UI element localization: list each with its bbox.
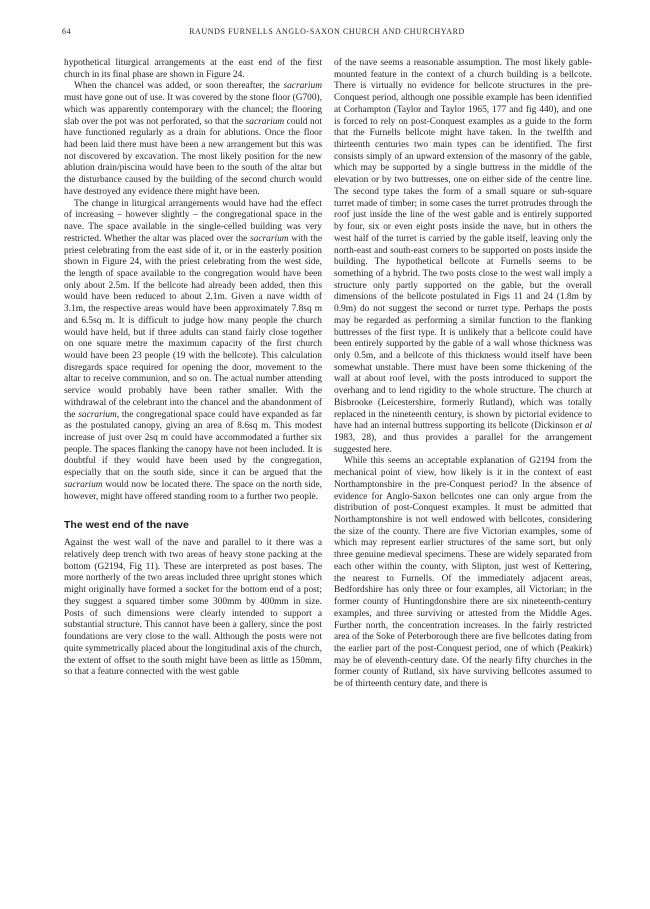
right-column: [334, 58, 592, 691]
page-number: 64: [62, 27, 72, 36]
paragraph: While this seems an acceptable explanation of G2194 from the mechanical point of view, how likely is it in the context of east Northamptonshire in the pre-Conquest period? In the absence of evidence for Anglo-Saxon bellcotes one can only argue from the distribution of post-Conquest examples. It must be admitted that Northamptonshire is not well endowed with bellcotes, considering the size of the county. There are five Victorian examples, some of which may represent earlier structures of the same sort, but only three genuine medieval specimens. These are widely separated from each other within the county, with Slipton, just west of Kettering, the nearest to Furnells. Of the immediately adjacent areas, Bedfordshire has only three or four examples, all Victorian; in the former county of Huntingdonshire there are six nineteenth-century examples, and three surviving or attested from the Middle Ages. Further north, the concentration increases. In the fairly restricted area of the Soke of Peterborough there are five bellcotes dating from the earlier part of the post-Conquest period, one of which (Peakirk) may be of eleventh-century date. Of the nearly fifty churches in the former county of Rutland, six have surviving bellcotes assumed to be of thirteenth century date, and there is: [334, 456, 592, 690]
paragraph: Against the west wall of the nave and parallel to it there was a relatively deep trench with two areas of heavy stone packing at the bottom (G2194, Fig 11). These are interpreted as post bases. The more northerly of the two areas included three upright stones which might originally have formed a socket for the bottom end of a post; they suggest a squared timber some 300mm by 400mm in size. Posts of such dimensions were clearly intended to support a substantial structure. This cannot have been a gallery, since the post foundations are very close to the wall. Although the posts were not quite symmetrically placed about the longitudinal axis of the church, the extent of offset to the south might have been as little as 150mm, so that a feature connected with the west gable: [64, 538, 322, 678]
running-title: RAUNDS FURNELLS ANGLO-SAXON CHURCH AND CHURCHYARD: [189, 27, 465, 36]
paragraph: hypothetical liturgical arrangements at the east end of the first church in its final phase are shown in Figure 24.: [64, 58, 322, 80]
paragraph: The change in liturgical arrangements would have had the effect of increasing – however slightly – the congregational space in the nave. The space available in the single-celled building was very restricted. Whether the altar was placed over the sacrarium with the priest celebrating from the east side of it, or in the easterly position shown in Figure 24, with the priest celebrating from the west side, the length of space available to the congregation would have been only about 2.5m. If the bellcote had already been added, then this would have been reduced to about 2.1m. Given a nave width of 3.1m, the respective areas would have been approximately 7.8sq m and 6.5sq m. It is difficult to judge how many people the church would have held, but if three adults can stand fairly close together on one square metre the maximum capacity of the first church would have been 23 people (19 with the bellcote). This calculation disregards space required for opening the door, movement to the altar to receive communion, and so on. The actual number attending service would probably have been rather smaller. With the withdrawal of the celebrant into the chancel and the abandonment of the sacrarium, the congregational space could have expanded as far as the postulated canopy, giving an area of 8.6sq m. This modest increase of just over 2sq m could have accommodated a further six people. The spaces flanking the canopy have not been included. It is doubtful if they would have been used by the congregation, especially that on the south side, since it can be argued that the sacrarium would now be located there. The space on the north side, however, might have offered standing room to a further two people.: [64, 198, 322, 502]
running-head: [62, 27, 592, 36]
paragraph: of the nave seems a reasonable assumption. The most likely gable-mounted feature in the context of a church building is a bellcote. There is virtually no evidence for bellcote structures in the pre-Conquest period, although one possible example has been identified at Corhampton (Taylor and Taylor 1965, 177 and fig 440), and one is forced to rely on post-Conquest examples as a guide to the form that the Furnells bellcote might have taken. In the twelfth and thirteenth centuries two main types can be identified. The first consists simply of an upward extension of the masonry of the gable, which may be supported by a single buttress in the middle of the elevation or by two buttresses, one on either side of the centre line. The second type takes the form of a small square or sub-square turret made of timber; in some cases the turret protrudes through the roof just inside the line of the west gable and is entirely supported by four, six or even eight posts inside the nave, but in others the west half of the turret is carried by the gable itself, leaving only the north-east and south-east corners to be supported on posts inside the building. The hypothetical bellcote at Furnells seems to be something of a hybrid. The two posts close to the west wall imply a structure only partly supported on the gable, but the overall dimensions of the bellcote postulated in Figs 11 and 24 (1.8m by 0.9m) do not suggest the second or turret type. Perhaps the posts may be regarded as performing a similar function to the flanking buttresses of the first type. It is unlikely that a bellcote could have been entirely supported by the gable of a wall whose thickness was only 0.5m, and a bellcote of this thickness would itself have been somewhat unstable. There must have been some thickening of the wall at about roof level, with the posts introduced to support the overhang and to lend rigidity to the whole structure. The church at Bisbrooke (Leicestershire, formerly Rutland), which was totally replaced in the nineteenth century, is shown by pictorial evidence to have had an internal buttress supporting its bellcote (Dickinson et al 1983, 28), and thus provides a parallel for the arrangement suggested here.: [334, 58, 592, 455]
left-column: [64, 58, 322, 679]
paragraph: When the chancel was added, or soon thereafter, the sacrarium must have gone out of use. It was covered by the stone floor (G700), which was apparently contemporary with the chancel; the flooring slab over the pot was not perforated, so that the sacrarium could not have functioned regularly as a drain for ablutions. Once the floor had been laid there must have been a new arrangement but this was not discovered by excavation. The most likely position for the new ablution drain/piscina would have been to the south of the altar but the disturbance caused by the building of the second church would have destroyed any evidence there might have been.: [64, 81, 322, 197]
section-heading: The west end of the nave: [64, 519, 189, 532]
